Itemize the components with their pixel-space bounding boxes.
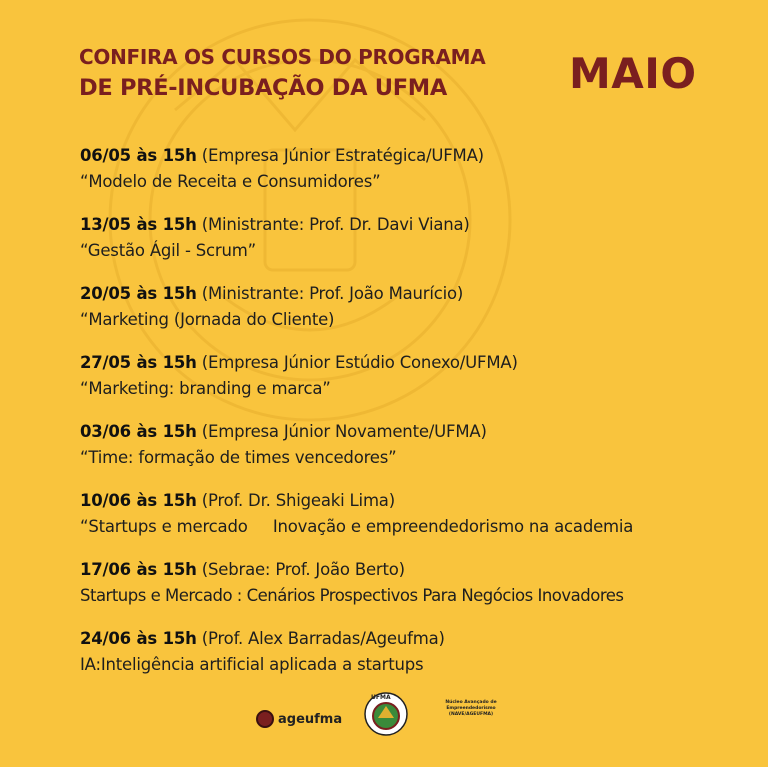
event-title: “Modelo de Receita e Consumidores” [80, 172, 381, 191]
event-presenter: (Ministrante: Prof. Dr. Davi Viana) [201, 215, 470, 234]
month-label: MAIO [569, 49, 697, 98]
ageufma-logo-icon [256, 710, 274, 728]
nave-logo-text: Núcleo Avançado de Empreendedorismo (NAVE/AGEUFMA) [445, 700, 497, 717]
event-presenter: (Sebrae: Prof. João Berto) [201, 560, 405, 579]
page-title [79, 42, 485, 104]
list-item [80, 488, 760, 557]
course-schedule [80, 143, 760, 695]
footer-logos [0, 680, 768, 750]
ufma-seal-label: UFMA [371, 694, 391, 701]
list-item [80, 212, 760, 281]
list-item [80, 350, 760, 419]
event-title: “Startups e mercado Inovação e empreendedorismo na academia [80, 517, 634, 536]
event-date: 20/05 às 15h [80, 284, 197, 303]
event-date: 27/05 às 15h [80, 353, 197, 372]
list-item [80, 419, 760, 488]
list-item [80, 557, 760, 626]
event-presenter: (Empresa Júnior Estúdio Conexo/UFMA) [201, 353, 518, 372]
event-presenter: (Empresa Júnior Estratégica/UFMA) [201, 146, 484, 165]
title-line-2: DE PRÉ-INCUBAÇÃO DA UFMA [79, 75, 448, 101]
event-date: 03/06 às 15h [80, 422, 197, 441]
event-presenter: (Empresa Júnior Novamente/UFMA) [201, 422, 487, 441]
event-date: 13/05 às 15h [80, 215, 197, 234]
event-title: Startups e Mercado : Cenários Prospectivos Para Negócios Inovadores [80, 586, 624, 605]
event-date: 24/06 às 15h [80, 629, 197, 648]
event-presenter: (Prof. Dr. Shigeaki Lima) [201, 491, 395, 510]
list-item [80, 281, 760, 350]
event-title: “Marketing (Jornada do Cliente) [80, 310, 335, 329]
ageufma-logo [256, 710, 342, 728]
ageufma-logo-text: ageufma [278, 711, 343, 727]
event-date: 06/05 às 15h [80, 146, 197, 165]
event-date: 10/06 às 15h [80, 491, 197, 510]
event-title: “Time: formação de times vencedores” [80, 448, 397, 467]
event-title: IA:Inteligência artificial aplicada a startups [80, 655, 424, 674]
list-item [80, 143, 760, 212]
event-presenter: (Prof. Alex Barradas/Ageufma) [201, 629, 445, 648]
event-title: “Marketing: branding e marca” [80, 379, 331, 398]
event-title: “Gestão Ágil - Scrum” [80, 241, 256, 260]
event-date: 17/06 às 15h [80, 560, 197, 579]
title-line-1: CONFIRA OS CURSOS DO PROGRAMA [79, 45, 486, 69]
event-presenter: (Ministrante: Prof. João Maurício) [201, 284, 464, 303]
